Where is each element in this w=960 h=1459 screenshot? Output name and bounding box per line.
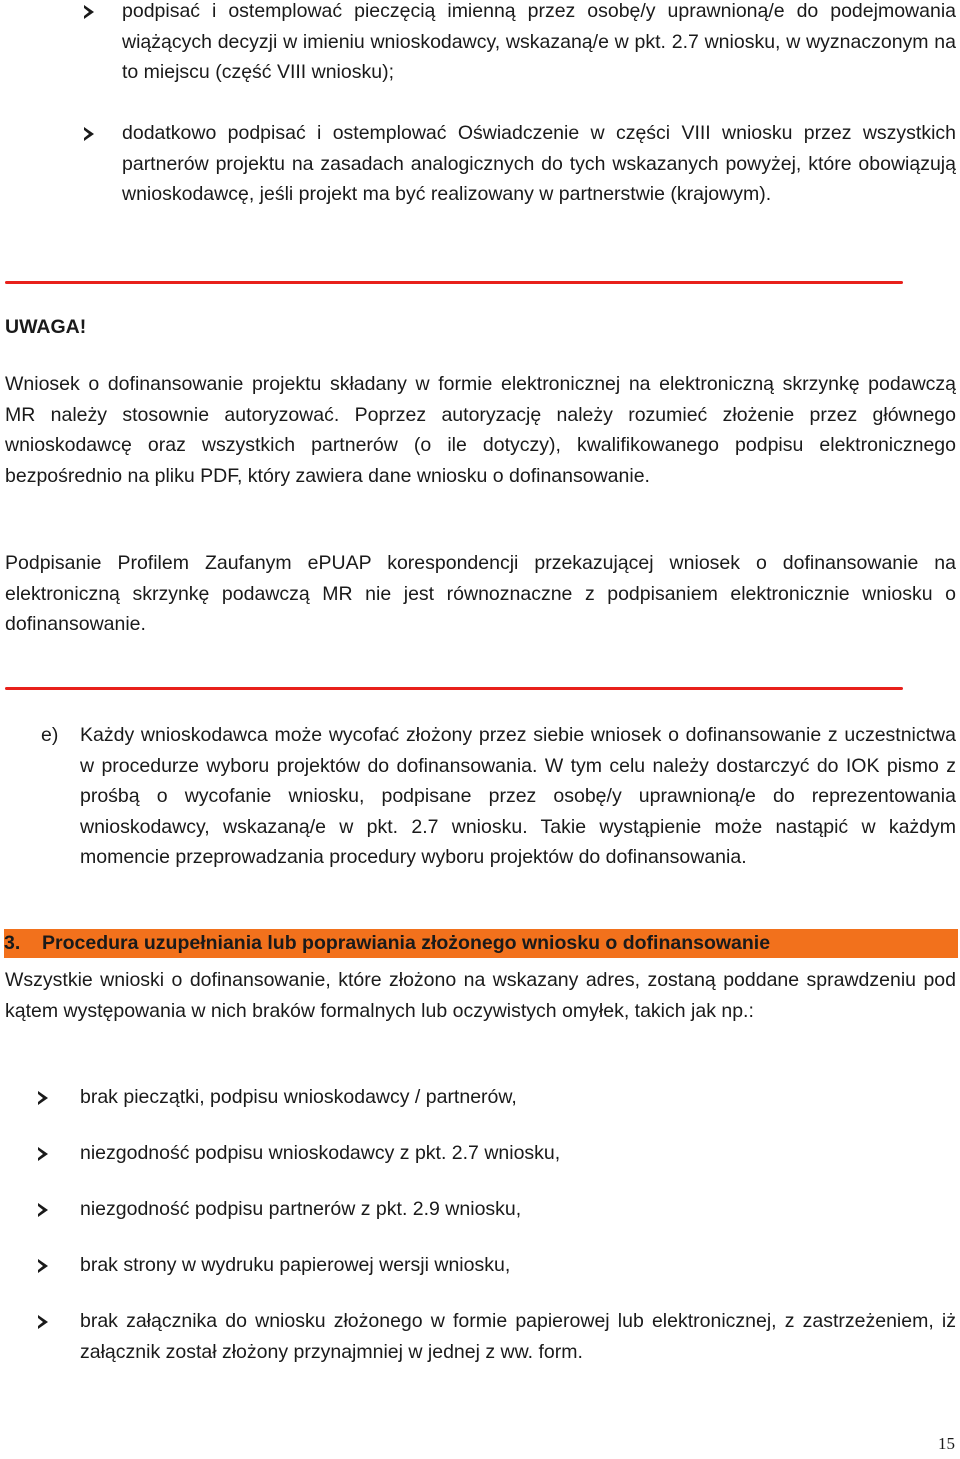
arrowhead-bullet-icon <box>38 1147 48 1161</box>
section-intro: Wszystkie wnioski o dofinansowanie, które złożono na wskazany adres, zostaną poddane sprawdzeniu pod kątem występowania w nich braków formalnych lub oczywistych omyłek, takich jak np.: <box>5 969 956 1022</box>
list-item <box>122 118 956 210</box>
item-e-marker: e) <box>41 724 59 746</box>
page-number: 15 <box>938 1434 955 1453</box>
list-item <box>80 1306 956 1367</box>
list-item <box>80 1194 956 1250</box>
section-heading <box>4 929 958 958</box>
arrowhead-bullet-icon <box>38 1203 48 1217</box>
list-item-text: niezgodność podpisu partnerów z pkt. 2.9 wniosku, <box>80 1198 522 1220</box>
arrowhead-bullet-icon <box>38 1315 48 1329</box>
red-divider <box>5 281 903 284</box>
notice-paragraph: Wniosek o dofinansowanie projektu składany w formie elektronicznej na elektroniczną skrzynkę podawczą MR należy stosownie autoryzować. Poprzez autoryzację należy rozumieć złożenie przez głównego wnioskodawcę oraz wszystkich partnerów (o ile dotyczy), kwalifikowanego podpisu elektronicznego bezpośrednio na pliku PDF, który zawiera dane wniosku o dofinansowanie. <box>5 373 956 487</box>
section-number: 3. <box>4 932 21 954</box>
section-title: Procedura uzupełniania lub poprawiania złożonego wniosku o dofinansowanie <box>42 932 771 954</box>
list-item-text: niezgodność podpisu wnioskodawcy z pkt. 2.7 wniosku, <box>80 1142 561 1164</box>
top-bullet-list <box>122 0 956 210</box>
list-item <box>80 1250 956 1306</box>
red-divider <box>5 687 903 690</box>
arrowhead-bullet-icon <box>84 127 94 141</box>
list-item-text: brak załącznika do wniosku złożonego w formie papierowej lub elektronicznej, z zastrzeżeniem, iż załącznik został złożony przynajmniej w jednej z ww. form. <box>80 1310 956 1363</box>
list-item <box>122 0 956 118</box>
section-bullet-list <box>80 1082 956 1367</box>
list-item-text: brak pieczątki, podpisu wnioskodawcy / partnerów, <box>80 1086 517 1108</box>
notice-title: UWAGA! <box>5 316 87 338</box>
list-item-text: podpisać i ostemplować pieczęcią imienną przez osobę/y uprawnioną/e do podejmowania wiążących decyzji w imieniu wnioskodawcy, wskazaną/e w pkt. 2.7 wniosku, w wyznaczonym na to miejscu (część VIII wniosku); <box>122 0 956 83</box>
list-item-text: brak strony w wydruku papierowej wersji wniosku, <box>80 1254 511 1276</box>
list-item-text: dodatkowo podpisać i ostemplować Oświadczenie w części VIII wniosku przez wszystkich partnerów projektu na zasadach analogicznych do tych wskazanych powyżej, które obowiązują wnioskodawcę, jeśli projekt ma być realizowany w partnerstwie (krajowym). <box>122 122 956 205</box>
list-item <box>80 1138 956 1194</box>
item-e-text: Każdy wnioskodawca może wycofać złożony przez siebie wniosek o dofinansowanie z uczestnictwa w procedurze wyboru projektów do dofinansowania. W tym celu należy dostarczyć do IOK pismo z prośbą o wycofanie wniosku, podpisane przez osobę/y uprawnioną/e do reprezentowania wnioskodawcy, wskazaną/e w pkt. 2.7 wniosku. Takie wystąpienie może nastąpić w każdym momencie przeprowadzania procedury wyboru projektów do dofinansowania. <box>80 724 956 868</box>
arrowhead-bullet-icon <box>38 1259 48 1273</box>
notice-paragraph: Podpisanie Profilem Zaufanym ePUAP korespondencji przekazującej wniosek o dofinansowanie na elektroniczną skrzynkę podawczą MR nie jest równoznaczne z podpisaniem elektronicznie wniosku o dofinansowanie. <box>5 552 956 635</box>
arrowhead-bullet-icon <box>38 1091 48 1105</box>
arrowhead-bullet-icon <box>84 5 94 19</box>
list-item <box>80 1082 956 1138</box>
